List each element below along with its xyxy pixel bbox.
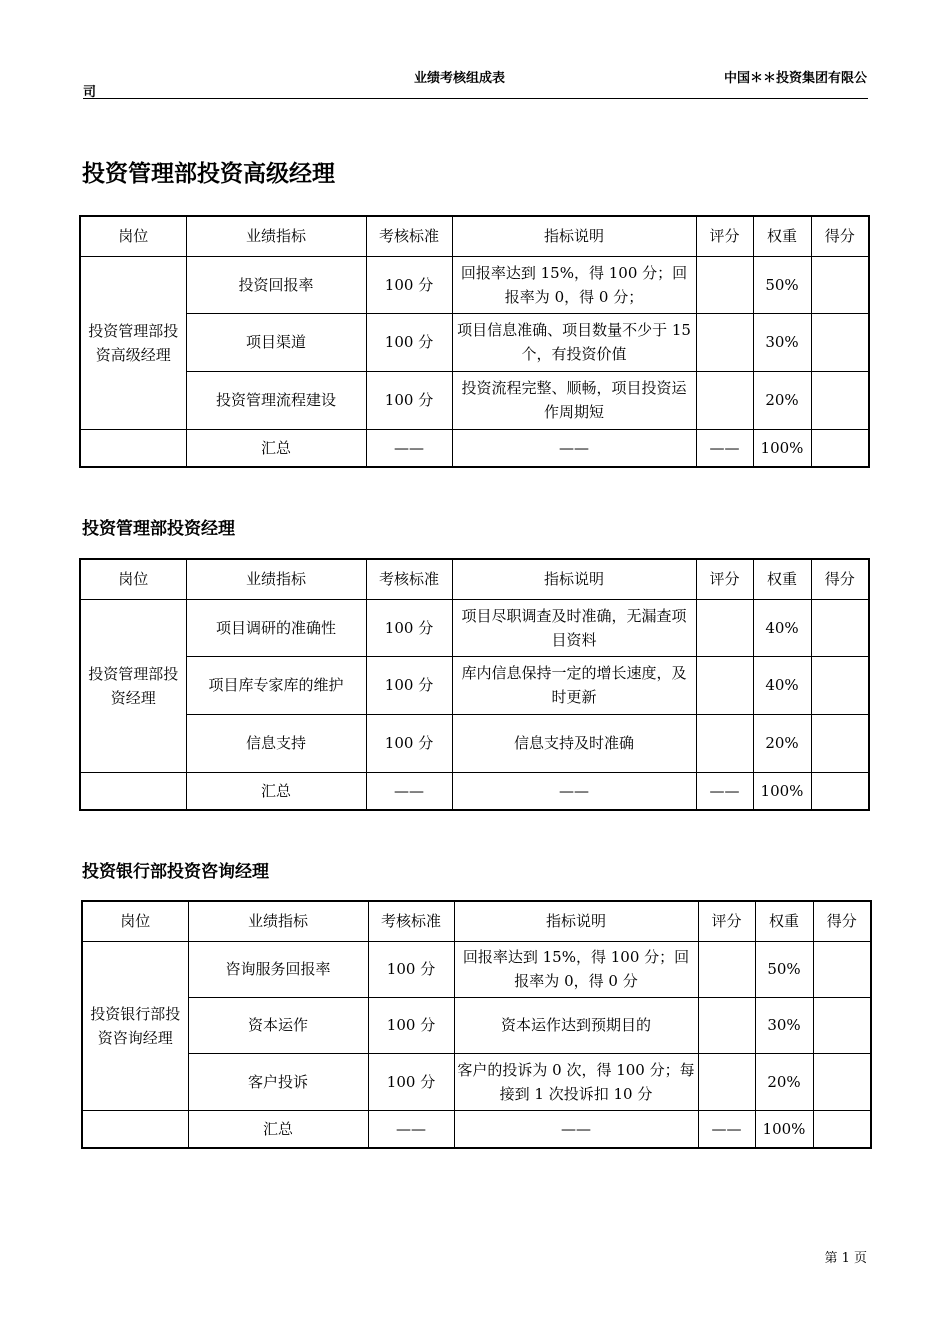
col-header-indicator: 业绩指标 (186, 216, 366, 256)
summary-standard: —— (366, 772, 452, 810)
col-header-result: 得分 (813, 901, 871, 941)
indicator-cell: 投资回报率 (186, 256, 366, 313)
table-row (80, 371, 869, 429)
result-cell (811, 256, 869, 313)
col-header-result: 得分 (811, 216, 869, 256)
score-cell (696, 714, 753, 772)
summary-label: 汇总 (186, 772, 366, 810)
indicator-cell: 咨询服务回报率 (188, 941, 368, 997)
summary-result (811, 429, 869, 467)
standard-cell: 100 分 (366, 313, 452, 371)
col-header-standard: 考核标准 (366, 216, 452, 256)
table-row (82, 1053, 871, 1110)
summary-result (811, 772, 869, 810)
col-header-indicator: 业绩指标 (186, 559, 366, 599)
score-cell (698, 997, 755, 1053)
description-cell: 投资流程完整、顺畅，项目投资运作周期短 (452, 371, 696, 429)
indicator-cell: 资本运作 (188, 997, 368, 1053)
col-header-position: 岗位 (80, 559, 186, 599)
summary-label: 汇总 (186, 429, 366, 467)
summary-standard: —— (368, 1110, 454, 1148)
description-cell: 项目尽职调查及时准确，无漏查项目资料 (452, 599, 696, 656)
page-number: 第 1 页 (824, 1251, 867, 1266)
description-cell: 项目信息准确、项目数量不少于 15 个，有投资价值 (452, 313, 696, 371)
score-cell (696, 656, 753, 714)
col-header-score: 评分 (696, 559, 753, 599)
standard-cell: 100 分 (368, 997, 454, 1053)
col-header-standard: 考核标准 (368, 901, 454, 941)
summary-description: —— (454, 1110, 698, 1148)
col-header-weight: 权重 (755, 901, 813, 941)
summary-description: —— (452, 772, 696, 810)
summary-row (82, 1110, 871, 1148)
weight-cell: 50% (755, 941, 813, 997)
standard-cell: 100 分 (368, 941, 454, 997)
summary-label: 汇总 (188, 1110, 368, 1148)
weight-cell: 30% (753, 313, 811, 371)
score-cell (696, 313, 753, 371)
weight-cell: 20% (753, 371, 811, 429)
table-header-row (80, 216, 869, 256)
weight-cell: 40% (753, 656, 811, 714)
summary-row (80, 429, 869, 467)
table-row (82, 997, 871, 1053)
result-cell (811, 313, 869, 371)
position-cell-empty (80, 429, 186, 467)
position-cell: 投资管理部投资高级经理 (80, 256, 186, 429)
table-row (80, 714, 869, 772)
summary-score: —— (698, 1110, 755, 1148)
indicator-cell: 项目渠道 (186, 313, 366, 371)
col-header-weight: 权重 (753, 559, 811, 599)
result-cell (813, 1053, 871, 1110)
position-cell: 投资银行部投资咨询经理 (82, 941, 188, 1110)
score-cell (696, 371, 753, 429)
summary-score: —— (696, 429, 753, 467)
header-center-title: 业绩考核组成表 (414, 71, 506, 86)
summary-score: —— (696, 772, 753, 810)
indicator-cell: 项目库专家库的维护 (186, 656, 366, 714)
col-header-score: 评分 (698, 901, 755, 941)
score-cell (698, 941, 755, 997)
col-header-indicator: 业绩指标 (188, 901, 368, 941)
summary-weight: 100% (753, 429, 811, 467)
standard-cell: 100 分 (368, 1053, 454, 1110)
description-cell: 资本运作达到预期目的 (454, 997, 698, 1053)
col-header-description: 指标说明 (454, 901, 698, 941)
col-header-standard: 考核标准 (366, 559, 452, 599)
col-header-position: 岗位 (82, 901, 188, 941)
weight-cell: 20% (755, 1053, 813, 1110)
header-rule (83, 98, 868, 99)
kpi-table (81, 900, 872, 1149)
weight-cell: 20% (753, 714, 811, 772)
col-header-weight: 权重 (753, 216, 811, 256)
indicator-cell: 客户投诉 (188, 1053, 368, 1110)
table-row (80, 599, 869, 656)
kpi-table (79, 558, 870, 811)
header-company-name-wrap: 司 (83, 85, 97, 100)
table-row (80, 656, 869, 714)
description-cell: 客户的投诉为 0 次，得 100 分；每接到 1 次投诉扣 10 分 (454, 1053, 698, 1110)
summary-weight: 100% (753, 772, 811, 810)
position-cell: 投资管理部投资经理 (80, 599, 186, 772)
col-header-description: 指标说明 (452, 216, 696, 256)
summary-standard: —— (366, 429, 452, 467)
table-header-row (82, 901, 871, 941)
summary-weight: 100% (755, 1110, 813, 1148)
result-cell (811, 371, 869, 429)
description-cell: 信息支持及时准确 (452, 714, 696, 772)
position-cell-empty (80, 772, 186, 810)
standard-cell: 100 分 (366, 714, 452, 772)
summary-result (813, 1110, 871, 1148)
col-header-position: 岗位 (80, 216, 186, 256)
weight-cell: 40% (753, 599, 811, 656)
header-company-name: 中国＊＊投资集团有限公 (723, 71, 867, 86)
standard-cell: 100 分 (366, 599, 452, 656)
col-header-result: 得分 (811, 559, 869, 599)
description-cell: 回报率达到 15%，得 100 分；回报率为 0，得 0 分 (454, 941, 698, 997)
score-cell (696, 599, 753, 656)
position-cell-empty (82, 1110, 188, 1148)
summary-row (80, 772, 869, 810)
table-row (80, 313, 869, 371)
section-title: 投资管理部投资高级经理 (82, 161, 335, 187)
section-title: 投资管理部投资经理 (82, 519, 235, 539)
table-header-row (80, 559, 869, 599)
standard-cell: 100 分 (366, 256, 452, 313)
standard-cell: 100 分 (366, 656, 452, 714)
result-cell (813, 941, 871, 997)
result-cell (811, 714, 869, 772)
indicator-cell: 投资管理流程建设 (186, 371, 366, 429)
score-cell (698, 1053, 755, 1110)
weight-cell: 50% (753, 256, 811, 313)
result-cell (813, 997, 871, 1053)
result-cell (811, 599, 869, 656)
indicator-cell: 信息支持 (186, 714, 366, 772)
weight-cell: 30% (755, 997, 813, 1053)
result-cell (811, 656, 869, 714)
section-title: 投资银行部投资咨询经理 (82, 862, 269, 882)
table-row (82, 941, 871, 997)
description-cell: 库内信息保持一定的增长速度，及时更新 (452, 656, 696, 714)
col-header-description: 指标说明 (452, 559, 696, 599)
summary-description: —— (452, 429, 696, 467)
standard-cell: 100 分 (366, 371, 452, 429)
table-row (80, 256, 869, 313)
kpi-table (79, 215, 870, 468)
description-cell: 回报率达到 15%，得 100 分；回报率为 0，得 0 分； (452, 256, 696, 313)
indicator-cell: 项目调研的准确性 (186, 599, 366, 656)
col-header-score: 评分 (696, 216, 753, 256)
score-cell (696, 256, 753, 313)
